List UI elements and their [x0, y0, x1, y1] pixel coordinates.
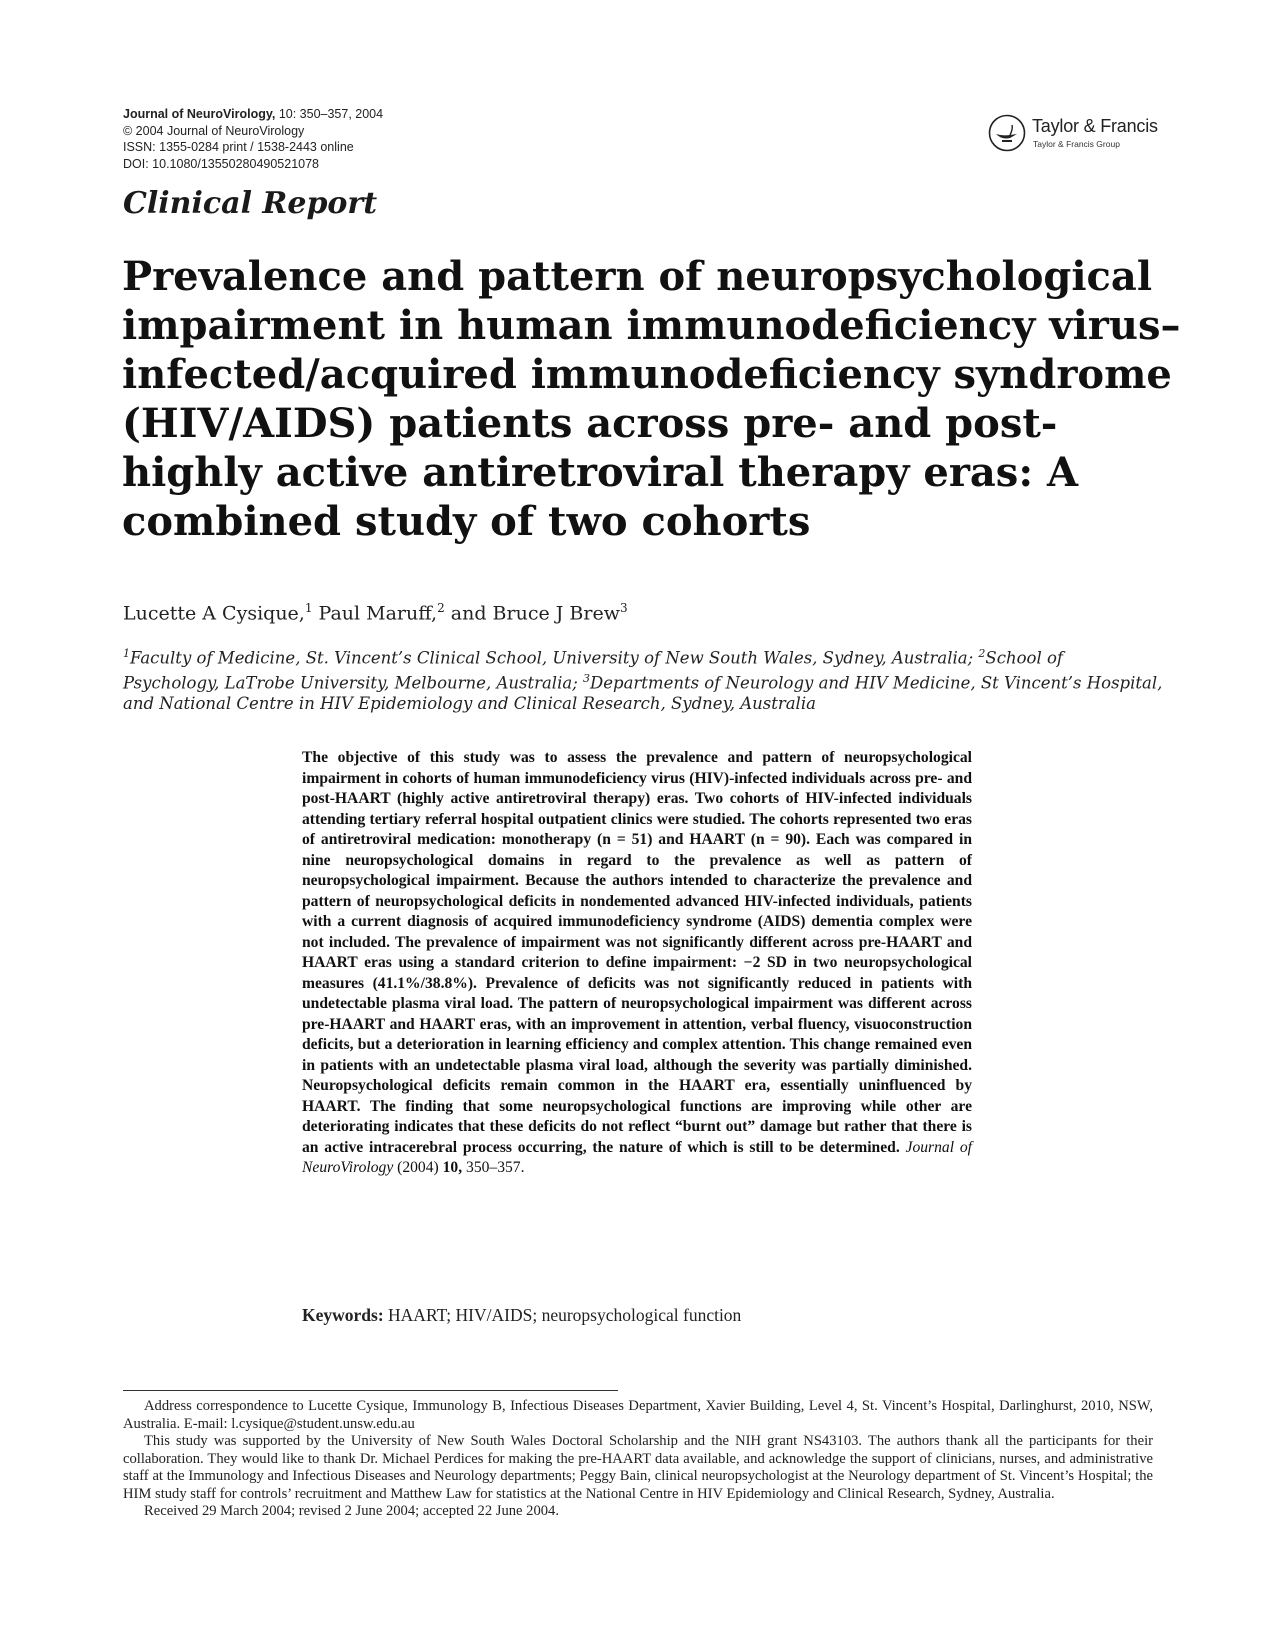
- publisher-name: Taylor & Francis: [1032, 116, 1158, 136]
- taylor-francis-lamp-logo-icon: [988, 114, 1026, 152]
- affiliation-mark: 1: [123, 647, 130, 660]
- author-affiliation-mark: 2: [437, 601, 445, 615]
- affiliation-text: Departments of Neurology and HIV Medicine, St Vincent’s Hospital, and National Centre in HIV Epidemiology and Clinical Research, Sydney, Australia: [123, 673, 1163, 713]
- footnote-received: Received 29 March 2004; revised 2 June 2004; accepted 22 June 2004.: [144, 1503, 559, 1519]
- citation-volume: 10,: [442, 1159, 463, 1176]
- journal-volume-pages: 10: 350–357, 2004: [275, 107, 384, 121]
- journal-info: [123, 106, 383, 172]
- article-title: Prevalence and pattern of neuropsychological impairment in human immunodeficiency virus–infected/acquired immunodeficiency syndrome (HIV/AIDS) patients across pre- and post-highly active antiretroviral therapy eras: A combined study of two cohorts: [122, 253, 1181, 545]
- author-list: [123, 601, 628, 624]
- author-name: and Bruce J Brew: [444, 602, 620, 625]
- abstract: [302, 748, 972, 1179]
- section-label: Clinical Report: [123, 186, 378, 221]
- journal-citation: [123, 106, 383, 123]
- publisher-group: Taylor & Francis Group: [1033, 139, 1120, 149]
- author-affiliation-mark: 1: [304, 601, 313, 615]
- journal-doi: DOI: 10.1080/13550280490521078: [123, 156, 320, 171]
- footnotes: [123, 1398, 1153, 1521]
- affiliation-mark: 2: [978, 647, 986, 660]
- citation-year: (2004): [393, 1159, 443, 1176]
- author-affiliation-mark: 3: [619, 601, 628, 615]
- keywords: [302, 1305, 741, 1326]
- citation-journal: Journal of NeuroVirology: [302, 1138, 972, 1176]
- abstract-body: The objective of this study was to assess the prevalence and pattern of neuropsychological impairment in cohorts of human immunodeficiency virus (HIV)-infected individuals across pre- and post-HAART (highly active antiretroviral therapy) eras. Two cohorts of HIV-infected individuals attending tertiary referral hospital outpatient clinics were studied. The cohorts represented two eras of antiretroviral medication: monotherapy (n = 51) and HAART (n = 90). Each was compared in nine neuropsychological domains in regard to the prevalence as well as pattern of neuropsychological impairment. Because the authors intended to characterize the prevalence and pattern of neuropsychological deficits in nondemented advanced HIV-infected individuals, patients with a current diagnosis of acquired immunodeficiency syndrome (AIDS) dementia complex were not included. The prevalence of impairment was not significantly different across pre-HAART and HAART eras using a standard criterion to define impairment: −2 SD in two neuropsychological measures (41.1%/38.8%). Prevalence of deficits was not significantly reduced in patients with undetectable plasma viral load. The pattern of neuropsychological impairment was different across pre-HAART and HAART eras, with an improvement in attention, verbal fluency, visuoconstruction deficits, but a deterioration in learning efficiency and complex attention. This change remained even in patients with an undetectable plasma viral load, although the severity was partially diminished. Neuropsychological deficits remain common in the HAART era, essentially uninfluenced by HAART. The finding that some neuropsychological functions are improving while other are deteriorating indicates that these deficits do not reflect “burnt out” damage but rather that there is an active intracerebral process occurring, the nature of which is still to be determined.: [302, 749, 972, 1156]
- affiliations: [123, 644, 1163, 715]
- publisher-logo: [988, 110, 1163, 156]
- keywords-label: Keywords:: [302, 1305, 384, 1325]
- affiliation-mark: 3: [583, 672, 591, 685]
- affiliation-text: Faculty of Medicine, St. Vincent’s Clinical School, University of New South Wales, Sydney, Australia;: [130, 648, 979, 668]
- author-name: Lucette A Cysique,: [123, 602, 305, 625]
- journal-issn: ISSN: 1355-0284 print / 1538-2443 online: [123, 140, 354, 154]
- citation-pages: 350–357.: [462, 1159, 525, 1176]
- keywords-list: HAART; HIV/AIDS; neuropsychological function: [383, 1305, 742, 1325]
- footnote-correspondence: Address correspondence to Lucette Cysique, Immunology B, Infectious Diseases Department, Xavier Building, Level 4, St. Vincent’s Hospital, Darlinghurst, 2010, NSW, Australia. E-mail: l.cysique@student.unsw.edu.au: [123, 1398, 1153, 1432]
- footnote-funding: This study was supported by the University of New South Wales Doctoral Scholarship and the NIH grant NS43103. The authors thank all the participants for their collaboration. They would like to thank Dr. Michael Perdices for making the pre-HAART data available, and acknowledge the support of clinicians, nurses, and administrative staff at the Immunology and Infectious Diseases and Neurology departments; Peggy Bain, clinical neuropsychologist at the Neurology department of St. Vincent’s Hospital; the HIM study staff for controls’ recruitment and Matthew Law for statistics at the National Centre in HIV Epidemiology and Clinical Research, Sydney, Australia.: [123, 1433, 1153, 1502]
- footnote-divider: [123, 1390, 618, 1391]
- journal-copyright: © 2004 Journal of NeuroVirology: [123, 123, 305, 138]
- affiliation-text: School of Psychology, LaTrobe University, Melbourne, Australia;: [123, 648, 1064, 693]
- author-name: Paul Maruff,: [312, 602, 438, 625]
- journal-name: Journal of NeuroVirology,: [123, 107, 276, 121]
